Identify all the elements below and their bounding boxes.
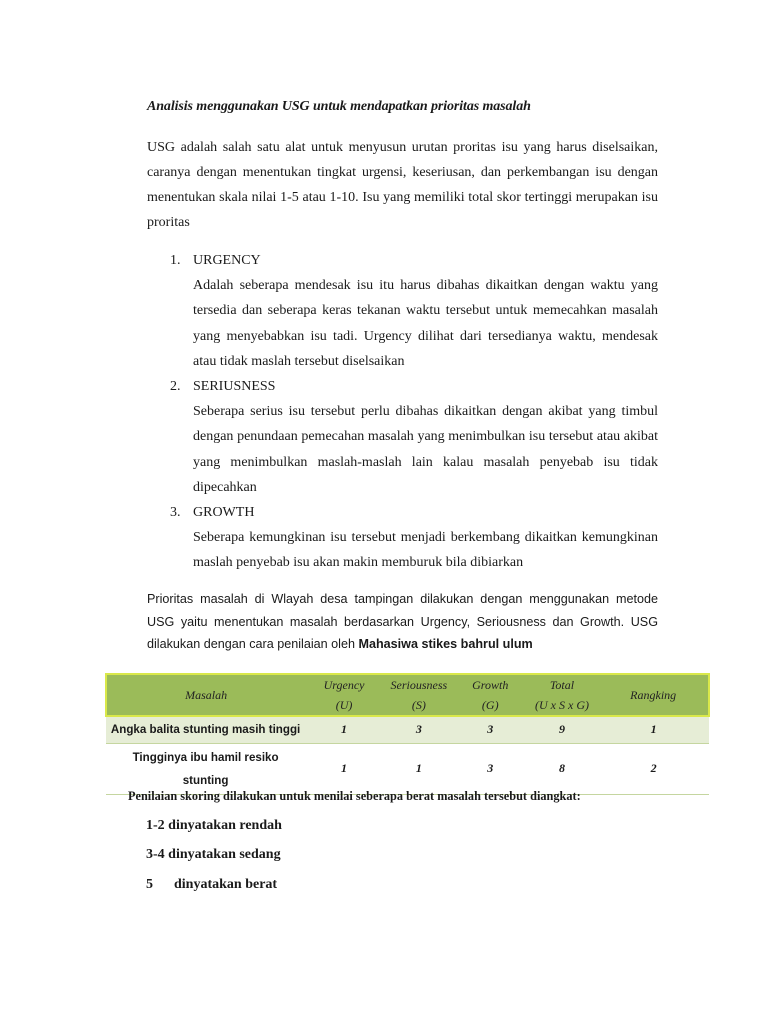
scale-low: 1-2 dinyatakan rendah [146, 818, 282, 833]
header-masalah: Masalah [106, 674, 305, 716]
header-urgency: Urgency (U) [305, 674, 383, 716]
cell-urgency: 1 [341, 761, 348, 775]
cell-growth: 3 [455, 716, 526, 743]
cell-rangking: 2 [650, 761, 657, 775]
header-total: Total (U x S x G) [526, 674, 599, 716]
cell-urgency: 1 [305, 716, 383, 743]
criteria-title: SERIUSNESS [193, 379, 276, 394]
usg-table [105, 673, 710, 795]
intro-paragraph: USG adalah salah satu alat untuk menyusun urutan proritas isu yang harus diselsaikan, caranya dengan menentukan tingkat urgensi, keseriusan, dan perkembangan isu dengan menentukan skala nilai 1-5 atau 1-10. Isu yang memiliki total skor tertinggi merupakan isu proritas [147, 140, 658, 230]
header-seriousness: Seriousness (S) [383, 674, 455, 716]
scale-high [146, 877, 277, 893]
criteria-title: GROWTH [193, 505, 255, 520]
scoring-note: Penilaian skoring dilakukan untuk menilai seberapa berat masalah tersebut diangkat: [128, 789, 581, 803]
cell-rangking: 1 [598, 716, 709, 743]
criteria-description: Adalah seberapa mendesak isu itu harus dibahas dikaitkan dengan waktu yang tersedia dan seberapa keras tekanan waktu tersebut untuk memecahkan masalah yang menyebabkan isu tadi. Urgency dilihat dari tersedianya waktu, mendesak atau tidak maslah tersebut diselsaikan [193, 278, 658, 369]
header-rangking: Rangking [598, 674, 709, 716]
table-row [106, 743, 709, 794]
list-number: 1. [170, 253, 181, 268]
cell-total: 8 [558, 761, 565, 775]
scale-medium: 3-4 dinyatakan sedang [146, 847, 281, 862]
criteria-item-seriusness [170, 375, 658, 500]
table-header-row [106, 674, 709, 716]
criteria-description: Seberapa serius isu tersebut perlu dibahas dikaitkan dengan akibat yang timbul dengan penundaan pemecahan masalah yang menimbulkan isu tersebut atau akibat yang menimbulkan maslah-maslah lain kalau masalah penyebab isu tidak dipecahkan [193, 404, 658, 495]
cell-seriousness: 3 [383, 716, 455, 743]
cell-total: 9 [526, 716, 599, 743]
header-growth: Growth (G) [455, 674, 526, 716]
cell-seriousness: 1 [415, 761, 422, 775]
cell-masalah: Angka balita stunting masih tinggi [106, 716, 305, 743]
method-text: Prioritas masalah di Wlayah desa tampingan dilakukan dengan menggunakan metode USG yaitu menentukan masalah berdasarkan Urgency, Seriousness dan Growth. USG dilakukan dengan cara penilaian oleh [147, 592, 658, 651]
criteria-title: URGENCY [193, 253, 261, 268]
scale-number: 5 [146, 877, 153, 892]
section-heading: Analisis menggunakan USG untuk mendapatkan prioritas masalah [147, 99, 531, 114]
criteria-item-growth [170, 501, 658, 576]
scale-label: dinyatakan berat [174, 877, 278, 892]
list-number: 2. [170, 379, 181, 394]
list-number: 3. [170, 505, 181, 520]
assessor-name: Mahasiwa stikes bahrul ulum [358, 637, 533, 651]
criteria-description: Seberapa kemungkinan isu tersebut menjadi berkembang dikaitkan kemungkinan maslah penyebab isu akan makin memburuk bila dibiarkan [193, 530, 658, 571]
cell-masalah: Tingginya ibu hamil resiko stunting [132, 750, 279, 787]
method-paragraph [147, 588, 658, 656]
table-row [106, 716, 709, 743]
criteria-item-urgency [170, 249, 658, 374]
cell-growth: 3 [487, 761, 494, 775]
